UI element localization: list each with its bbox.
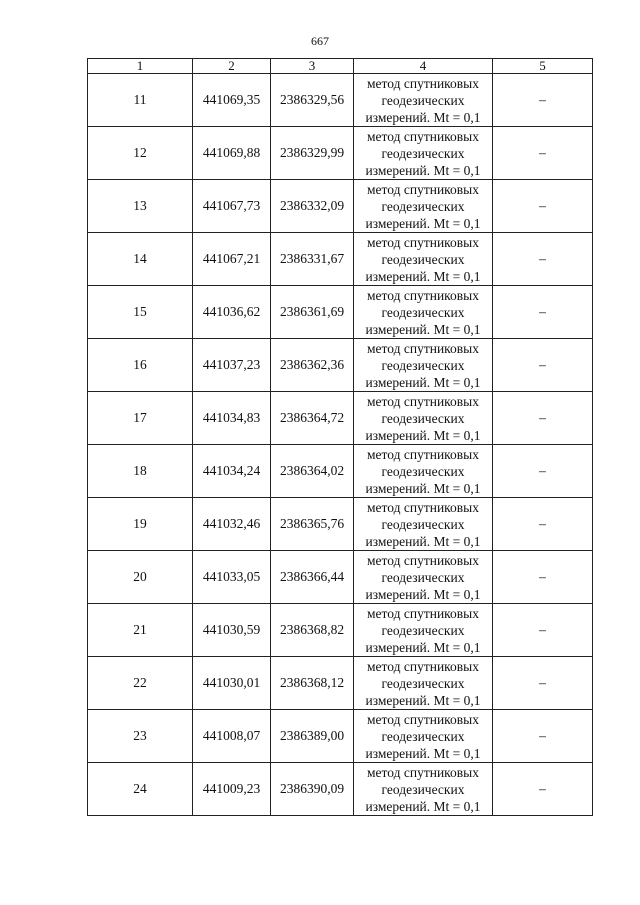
method-line: измерений. Mt = 0,1 bbox=[365, 162, 481, 178]
table-row bbox=[88, 339, 593, 392]
table-row bbox=[88, 604, 593, 657]
method-cell bbox=[354, 233, 493, 286]
note-cell: – bbox=[493, 763, 593, 816]
method-line: измерений. Mt = 0,1 bbox=[365, 586, 481, 602]
method-line: геодезических bbox=[381, 304, 465, 320]
method-line: измерений. Mt = 0,1 bbox=[365, 109, 481, 125]
y-coordinate-cell: 2386364,72 bbox=[271, 392, 354, 445]
method-line: метод спутниковых bbox=[367, 393, 479, 409]
note-cell: – bbox=[493, 498, 593, 551]
x-coordinate-cell: 441037,23 bbox=[193, 339, 271, 392]
table-row bbox=[88, 498, 593, 551]
column-header: 2 bbox=[193, 59, 271, 74]
table-row bbox=[88, 233, 593, 286]
note-cell: – bbox=[493, 127, 593, 180]
x-coordinate-cell: 441067,21 bbox=[193, 233, 271, 286]
method-line: геодезических bbox=[381, 569, 465, 585]
method-line: метод спутниковых bbox=[367, 75, 479, 91]
y-coordinate-cell: 2386389,00 bbox=[271, 710, 354, 763]
page-number: 667 bbox=[311, 34, 329, 48]
method-line: геодезических bbox=[381, 516, 465, 532]
method-line: геодезических bbox=[381, 781, 465, 797]
point-number-cell: 20 bbox=[88, 551, 193, 604]
method-line: метод спутниковых bbox=[367, 340, 479, 356]
method-line: измерений. Mt = 0,1 bbox=[365, 374, 481, 390]
method-cell bbox=[354, 763, 493, 816]
table-row bbox=[88, 445, 593, 498]
table-row bbox=[88, 127, 593, 180]
x-coordinate-cell: 441033,05 bbox=[193, 551, 271, 604]
table-row bbox=[88, 74, 593, 127]
method-line: измерений. Mt = 0,1 bbox=[365, 215, 481, 231]
point-number-cell: 23 bbox=[88, 710, 193, 763]
table-row bbox=[88, 763, 593, 816]
point-number-cell: 17 bbox=[88, 392, 193, 445]
x-coordinate-cell: 441030,59 bbox=[193, 604, 271, 657]
table-row bbox=[88, 392, 593, 445]
method-cell bbox=[354, 74, 493, 127]
method-line: метод спутниковых bbox=[367, 605, 479, 621]
note-cell: – bbox=[493, 604, 593, 657]
method-line: геодезических bbox=[381, 92, 465, 108]
table-row bbox=[88, 710, 593, 763]
method-line: измерений. Mt = 0,1 bbox=[365, 533, 481, 549]
table-row bbox=[88, 286, 593, 339]
column-header: 4 bbox=[354, 59, 493, 74]
note-cell: – bbox=[493, 657, 593, 710]
table-row bbox=[88, 657, 593, 710]
method-line: метод спутниковых bbox=[367, 711, 479, 727]
method-cell bbox=[354, 498, 493, 551]
note-cell: – bbox=[493, 286, 593, 339]
x-coordinate-cell: 441034,24 bbox=[193, 445, 271, 498]
point-number-cell: 15 bbox=[88, 286, 193, 339]
column-header: 5 bbox=[493, 59, 593, 74]
method-line: метод спутниковых bbox=[367, 181, 479, 197]
x-coordinate-cell: 441034,83 bbox=[193, 392, 271, 445]
method-line: измерений. Mt = 0,1 bbox=[365, 427, 481, 443]
x-coordinate-cell: 441032,46 bbox=[193, 498, 271, 551]
x-coordinate-cell: 441069,35 bbox=[193, 74, 271, 127]
x-coordinate-cell: 441009,23 bbox=[193, 763, 271, 816]
y-coordinate-cell: 2386329,56 bbox=[271, 74, 354, 127]
method-line: измерений. Mt = 0,1 bbox=[365, 321, 481, 337]
method-line: метод спутниковых bbox=[367, 552, 479, 568]
y-coordinate-cell: 2386368,12 bbox=[271, 657, 354, 710]
y-coordinate-cell: 2386362,36 bbox=[271, 339, 354, 392]
y-coordinate-cell: 2386365,76 bbox=[271, 498, 354, 551]
method-line: измерений. Mt = 0,1 bbox=[365, 268, 481, 284]
method-cell bbox=[354, 604, 493, 657]
y-coordinate-cell: 2386366,44 bbox=[271, 551, 354, 604]
note-cell: – bbox=[493, 233, 593, 286]
method-line: измерений. Mt = 0,1 bbox=[365, 480, 481, 496]
note-cell: – bbox=[493, 74, 593, 127]
point-number-cell: 19 bbox=[88, 498, 193, 551]
x-coordinate-cell: 441030,01 bbox=[193, 657, 271, 710]
method-cell bbox=[354, 180, 493, 233]
note-cell: – bbox=[493, 710, 593, 763]
method-line: метод спутниковых bbox=[367, 658, 479, 674]
method-line: геодезических bbox=[381, 463, 465, 479]
method-line: измерений. Mt = 0,1 bbox=[365, 639, 481, 655]
method-cell bbox=[354, 339, 493, 392]
x-coordinate-cell: 441036,62 bbox=[193, 286, 271, 339]
column-header: 3 bbox=[271, 59, 354, 74]
y-coordinate-cell: 2386332,09 bbox=[271, 180, 354, 233]
table-body bbox=[88, 74, 593, 816]
y-coordinate-cell: 2386390,09 bbox=[271, 763, 354, 816]
y-coordinate-cell: 2386331,67 bbox=[271, 233, 354, 286]
method-cell bbox=[354, 551, 493, 604]
y-coordinate-cell: 2386364,02 bbox=[271, 445, 354, 498]
table-row bbox=[88, 180, 593, 233]
method-cell bbox=[354, 710, 493, 763]
y-coordinate-cell: 2386329,99 bbox=[271, 127, 354, 180]
note-cell: – bbox=[493, 180, 593, 233]
method-line: метод спутниковых bbox=[367, 446, 479, 462]
method-line: измерений. Mt = 0,1 bbox=[365, 798, 481, 814]
method-line: метод спутниковых bbox=[367, 128, 479, 144]
method-cell bbox=[354, 657, 493, 710]
method-line: геодезических bbox=[381, 410, 465, 426]
method-cell bbox=[354, 392, 493, 445]
point-number-cell: 24 bbox=[88, 763, 193, 816]
table-header-row bbox=[88, 59, 593, 74]
method-cell bbox=[354, 286, 493, 339]
x-coordinate-cell: 441069,88 bbox=[193, 127, 271, 180]
method-line: геодезических bbox=[381, 145, 465, 161]
coordinates-table bbox=[87, 58, 593, 816]
method-line: геодезических bbox=[381, 198, 465, 214]
method-line: метод спутниковых bbox=[367, 499, 479, 515]
method-line: геодезических bbox=[381, 728, 465, 744]
point-number-cell: 12 bbox=[88, 127, 193, 180]
point-number-cell: 13 bbox=[88, 180, 193, 233]
y-coordinate-cell: 2386368,82 bbox=[271, 604, 354, 657]
x-coordinate-cell: 441008,07 bbox=[193, 710, 271, 763]
note-cell: – bbox=[493, 339, 593, 392]
point-number-cell: 11 bbox=[88, 74, 193, 127]
method-line: геодезических bbox=[381, 357, 465, 373]
method-line: метод спутниковых bbox=[367, 764, 479, 780]
note-cell: – bbox=[493, 445, 593, 498]
method-line: геодезических bbox=[381, 675, 465, 691]
table-row bbox=[88, 551, 593, 604]
method-line: геодезических bbox=[381, 622, 465, 638]
column-header: 1 bbox=[88, 59, 193, 74]
point-number-cell: 21 bbox=[88, 604, 193, 657]
y-coordinate-cell: 2386361,69 bbox=[271, 286, 354, 339]
note-cell: – bbox=[493, 392, 593, 445]
method-line: геодезических bbox=[381, 251, 465, 267]
method-cell bbox=[354, 445, 493, 498]
x-coordinate-cell: 441067,73 bbox=[193, 180, 271, 233]
method-line: измерений. Mt = 0,1 bbox=[365, 745, 481, 761]
note-cell: – bbox=[493, 551, 593, 604]
point-number-cell: 22 bbox=[88, 657, 193, 710]
point-number-cell: 18 bbox=[88, 445, 193, 498]
method-line: метод спутниковых bbox=[367, 287, 479, 303]
point-number-cell: 14 bbox=[88, 233, 193, 286]
point-number-cell: 16 bbox=[88, 339, 193, 392]
method-cell bbox=[354, 127, 493, 180]
method-line: измерений. Mt = 0,1 bbox=[365, 692, 481, 708]
method-line: метод спутниковых bbox=[367, 234, 479, 250]
